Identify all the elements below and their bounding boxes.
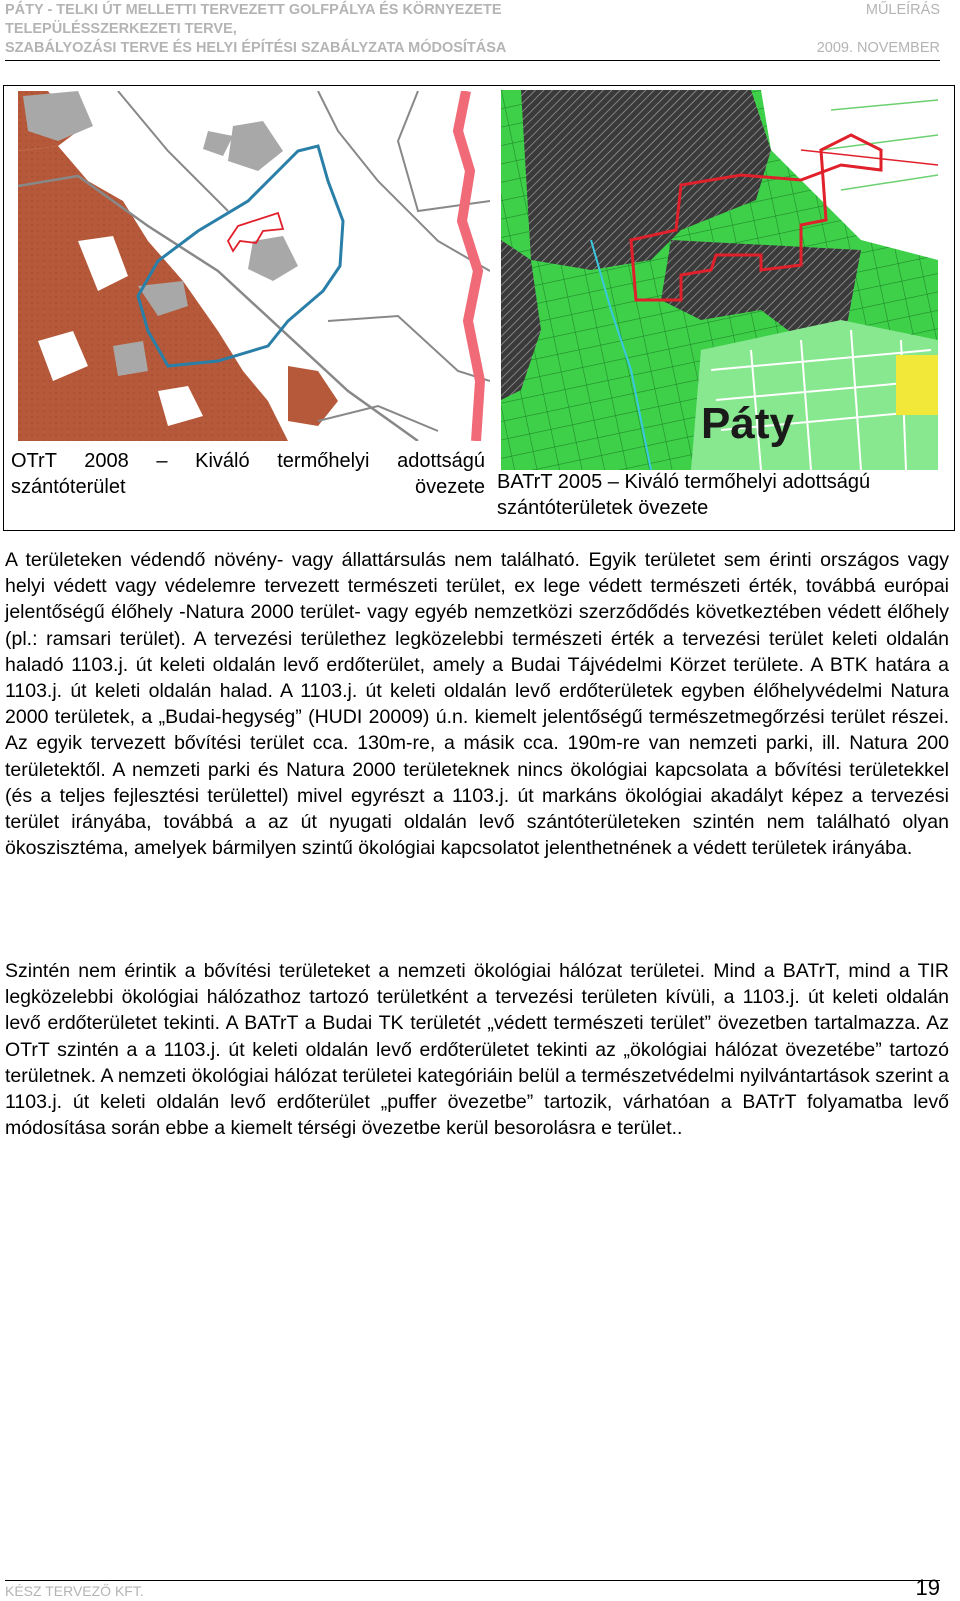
batrt-map bbox=[501, 90, 938, 470]
header-date: 2009. NOVEMBER bbox=[816, 40, 940, 56]
header-row-1 bbox=[5, 2, 940, 22]
right-map-caption: BATrT 2005 – Kiváló termőhelyi adottságú szántóterületek övezete bbox=[497, 471, 871, 519]
body-paragraph-1: A területeken védendő növény- vagy állattársulás nem található. Egyik területet sem érinti országos vagy helyi védett vagy védelemre tervezett természeti terület, ex lege védett természeti érték, továbbá európai jelentőségű élőhely -Natura 2000 terület- vagy egyéb nemzetközi szerződődés következtében védett élőhely (pl.: ramsari terület). A tervezési területhez legközelebbi természeti érték a tervezési terület keleti oldalán haladó 1103.j. út keleti oldalán levő erdőterület, amely a Budai Tájvédelmi Körzet területe. A BTK határa a 1103.j. út keleti oldalán halad. A 1103.j. út keleti oldalán levő erdőterületek egyben élőhelyvédelmi Natura 2000 területek, a „Budai-hegység” (HUDI 20009) ú.n. kiemelt jelentőségű természetmegőrzési terület részei. Az egyik tervezett bővítési terület cca. 130m-re, a másik cca. 190m-re van nemzeti parki, ill. Natura 200 területektől. A nemzeti parki és Natura 2000 területeknek nincs ökológiai kapcsolata a bővítési területekkel (és a teljes fejlesztési területtel) mivel egyrészt a 1103.j. út markáns ökológiai akadályt képez a tervezési terület irányába, továbbá a az út nyugati oldalán levő szántóterületeken szintén nem található olyan ökoszisztéma, amelyek bármilyen szintű ökológiai kapcsolatot jelenthetnének a védett területek irányába. bbox=[5, 549, 949, 860]
otrt-map-graphic bbox=[18, 91, 490, 441]
footer-company: KÉSZ TERVEZŐ KFT. bbox=[5, 1583, 144, 1599]
header-title-line-2: TELEPÜLÉSSZERKEZETI TERVE, bbox=[5, 21, 237, 37]
header-doc-type: MŰLEÍRÁS bbox=[865, 2, 940, 18]
page-footer bbox=[5, 1575, 940, 1600]
otrt-map bbox=[18, 91, 490, 441]
body-paragraph-2: Szintén nem érintik a bővítési területeket a nemzeti ökológiai hálózat területei. Mind a BATrT, mind a TIR legközelebbi ökológiai hálózathoz tartozó területként a tervezési területen kívüli, a 1103.j. út keleti oldalán levő erdőterületet tekinti. A BATrT a Budai TK területét „védett természeti terület” övezetben tartalmazza. Az OTrT szintén a a 1103.j. út keleti oldalán levő erdőterületet tekinti az „ökológiai hálózat övezetébe” tartozó területnek. A nemzeti ökológiai hálózat területei kategóriáin belül a természetvédelmi nyilvántartások szerint a 1103.j. út keleti oldalán levő erdőterület „puffer övezetbe” tartozik, várhatóan a BATrT folyamatba levő módosítása során ebbe a kiemelt térségi övezetbe kerül besorolásra e terület.. bbox=[5, 960, 949, 1140]
header-title-line-3: SZABÁLYOZÁSI TERVE ÉS HELYI ÉPÍTÉSI SZABÁLYZATA MÓDOSÍTÁSA bbox=[5, 40, 507, 56]
header-title-line-1: PÁTY - TELKI ÚT MELLETTI TERVEZETT GOLFPÁLYA ÉS KÖRNYEZETE bbox=[5, 2, 502, 18]
left-map-caption: OTrT 2008 – Kiváló termőhelyi adottságú szántóterület övezete bbox=[11, 450, 485, 498]
header-row-3 bbox=[5, 40, 940, 60]
page-number: 19 bbox=[915, 1575, 940, 1600]
header-row-2 bbox=[5, 21, 940, 41]
figure-panel bbox=[3, 85, 955, 531]
page-header bbox=[5, 2, 940, 61]
batrt-map-graphic bbox=[501, 90, 938, 470]
map-place-label: Páty bbox=[701, 399, 794, 448]
